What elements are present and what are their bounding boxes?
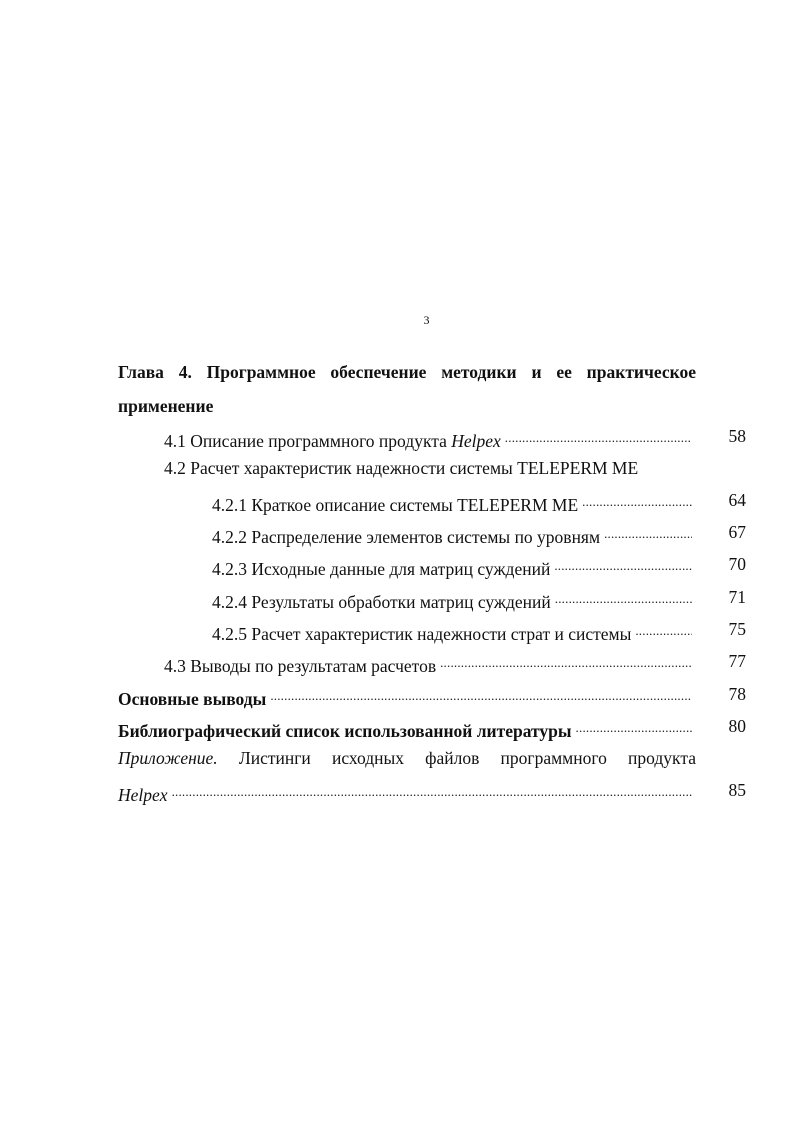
- appendix-heading: [118, 747, 696, 769]
- toc-entry: [118, 715, 696, 741]
- dot-leader: [554, 553, 692, 575]
- toc-page-number: 80: [728, 716, 746, 736]
- toc-entry-label: 4.2.2 Распределение элементов системы по уровням: [212, 527, 601, 547]
- toc-entry: [164, 650, 696, 676]
- dot-leader: [635, 618, 692, 640]
- toc-entry: [118, 683, 696, 709]
- toc-entry: [212, 489, 696, 515]
- product-name: Helpex: [451, 431, 501, 451]
- toc-entry-label: Основные выводы: [118, 689, 267, 709]
- dot-leader: [555, 586, 692, 608]
- toc-entry-label: 4.2.5 Расчет характеристик надежности страт и системы: [212, 624, 632, 644]
- dot-leader: [604, 521, 692, 543]
- toc-page-number: 85: [728, 780, 746, 800]
- toc-page-number: 64: [728, 490, 746, 510]
- toc-entry: [212, 521, 696, 547]
- chapter-heading-word: методики: [441, 362, 517, 382]
- chapter-heading-word: ее: [556, 362, 572, 382]
- toc-entry-label: [164, 430, 501, 452]
- chapter-heading-continuation: применение: [118, 396, 214, 416]
- dot-leader: [270, 683, 692, 705]
- toc-page-number: 70: [728, 554, 746, 574]
- appendix-word: исходных: [331, 748, 404, 768]
- chapter-heading-word: практическое: [586, 362, 696, 382]
- toc-entry: [212, 618, 696, 644]
- chapter-heading-word: обеспечение: [330, 362, 427, 382]
- dot-leader: [505, 425, 692, 447]
- dot-leader: [582, 489, 692, 511]
- toc-entry-label: 4.2.3 Исходные данные для матриц суждений: [212, 559, 551, 579]
- toc-page-number: 77: [728, 651, 746, 671]
- dot-leader: [440, 650, 692, 672]
- toc-page-number: 78: [728, 684, 746, 704]
- appendix-word: Приложение.: [118, 748, 218, 768]
- toc-entry: [212, 553, 696, 579]
- toc-entry-label-text: 4.1 Описание программного продукта: [164, 431, 452, 451]
- chapter-heading-word: 4.: [178, 362, 192, 382]
- toc-entry: [118, 779, 696, 805]
- toc-entry-label: 4.2.4 Результаты обработки матриц суждений: [212, 592, 551, 612]
- toc-page-number: 75: [728, 619, 746, 639]
- chapter-heading-word: Программное: [206, 362, 316, 382]
- appendix-word: файлов: [425, 748, 480, 768]
- chapter-heading-word: и: [531, 362, 542, 382]
- toc-entry-label: 4.2 Расчет характеристик надежности системы TELEPERM ME: [164, 458, 639, 478]
- toc-entry-label: 4.3 Выводы по результатам расчетов: [164, 656, 437, 676]
- toc-entry: [212, 586, 696, 612]
- toc-page-number: 58: [728, 426, 746, 446]
- appendix-word: программного: [500, 748, 607, 768]
- toc-entry: [164, 425, 696, 451]
- chapter-heading-word: Глава: [118, 362, 164, 382]
- chapter-heading: [118, 362, 696, 382]
- toc-entry-label: Библиографический список использованной литературы: [118, 721, 572, 741]
- appendix-word: Листинги: [238, 748, 311, 768]
- toc-page-number: 67: [728, 522, 746, 542]
- toc-entry-label: Helpex: [118, 785, 168, 805]
- toc-page-number: 71: [728, 587, 746, 607]
- dot-leader: [172, 779, 692, 801]
- toc-entry-label: 4.2.1 Краткое описание системы TELEPERM ME: [212, 495, 579, 515]
- page-number: 3: [423, 313, 430, 327]
- dot-leader: [576, 715, 692, 737]
- appendix-word: продукта: [628, 748, 696, 768]
